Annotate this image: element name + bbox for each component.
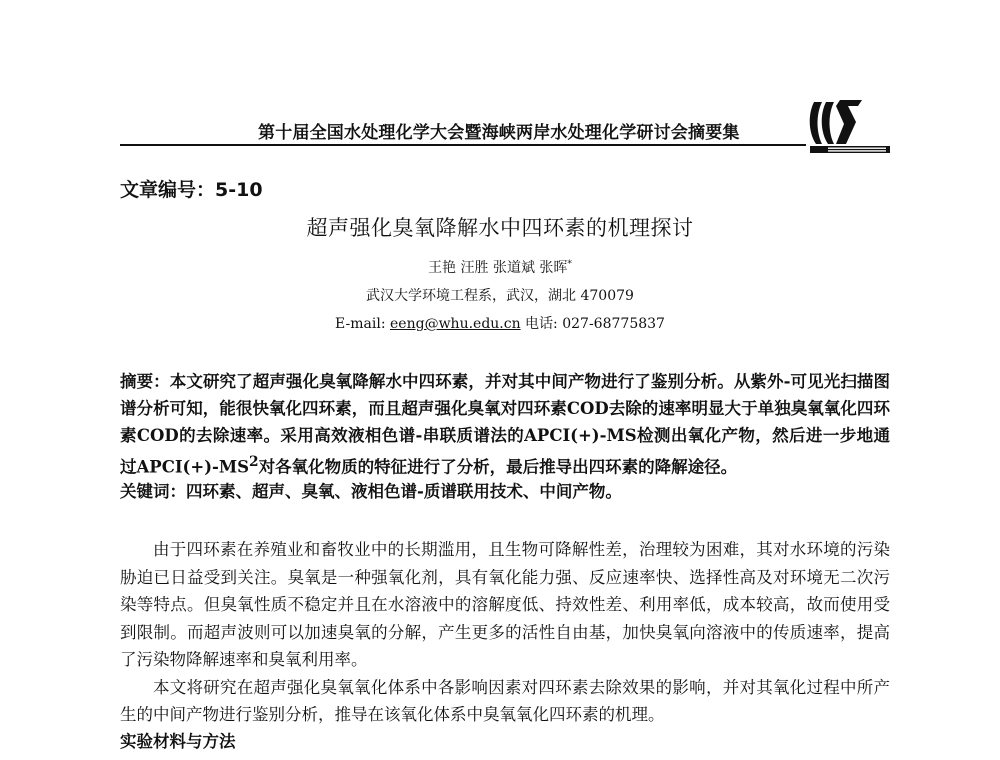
abstract-text: 本文研究了超声强化臭氧降解水中四环素，并对其中间产物进行了鉴别分析。从紫外-可见光扫描图谱分析可知，能很快氧化四环素，而且超声强化臭氧对四环素COD去除的速率明显大于单独臭氧氧化四环素COD的去除速率。采用高效液相色谱-串联质谱法的APCI(+)-MS检测出氧化产物，然后进一步地通过APCI(+)-MS: [120, 372, 890, 477]
affiliation: 武汉大学环境工程系，武汉，湖北 470079: [366, 288, 634, 304]
article-number: [120, 175, 263, 202]
email-label: E-mail:: [335, 316, 391, 332]
abstract: [120, 368, 890, 481]
authors: [0, 257, 1000, 277]
keywords-label: 关键词：: [120, 482, 186, 501]
article-number-label: 文章编号：: [120, 179, 216, 201]
keywords: [120, 478, 890, 505]
phone-number: 027-68775837: [562, 316, 665, 332]
abstract-text-end: 对各氧化物质的特征进行了分析，最后推导出四环素的降解途径。: [258, 457, 738, 477]
email-link[interactable]: eeng@whu.edu.cn: [390, 316, 521, 332]
abstract-superscript: 2: [249, 454, 259, 470]
section-heading: 实验材料与方法: [120, 732, 236, 751]
body-paragraph: 本文将研究在超声强化臭氧氧化体系中各影响因素对四环素去除效果的影响，并对其氧化过程中所产生的中间产物进行鉴别分析，推导在该氧化体系中臭氧氧化四环素的机理。: [120, 677, 890, 724]
body-text: [120, 536, 890, 729]
paper-title: 超声强化臭氧降解水中四环素的机理探讨: [306, 216, 694, 240]
keywords-text: 四环素、超声、臭氧、液相色谱-质谱联用技术、中间产物。: [186, 482, 622, 501]
corresponding-author-mark: *: [567, 259, 572, 270]
author: 张晖: [539, 260, 568, 276]
abstract-label: 摘要：: [120, 372, 170, 391]
author: 汪胜: [460, 260, 489, 276]
header-rule: [120, 144, 806, 146]
running-title: 第十届全国水处理化学大会暨海峡两岸水处理化学研讨会摘要集: [258, 123, 740, 143]
phone-label: 电话:: [520, 316, 563, 332]
article-number-value: 5-10: [215, 179, 263, 201]
author: 王艳: [428, 260, 457, 276]
author: 张道斌: [492, 260, 535, 276]
body-paragraph: 由于四环素在养殖业和畜牧业中的长期滥用，且生物可降解性差，治理较为困难，其对水环境的污染胁迫已日益受到关注。臭氧是一种强氧化剂，具有氧化能力强、反应速率快、选择性高及对环境无二次污染等特点。但臭氧性质不稳定并且在水溶液中的溶解度低、持效性差、利用率低，成本较高，故而使用受到限制。而超声波则可以加速臭氧的分解，产生更多的活性自由基，加快臭氧向溶液中的传质速率，提高了污染物降解速率和臭氧利用率。: [120, 540, 890, 669]
contact-info: [0, 313, 1000, 333]
conference-logo-icon: [806, 92, 896, 162]
